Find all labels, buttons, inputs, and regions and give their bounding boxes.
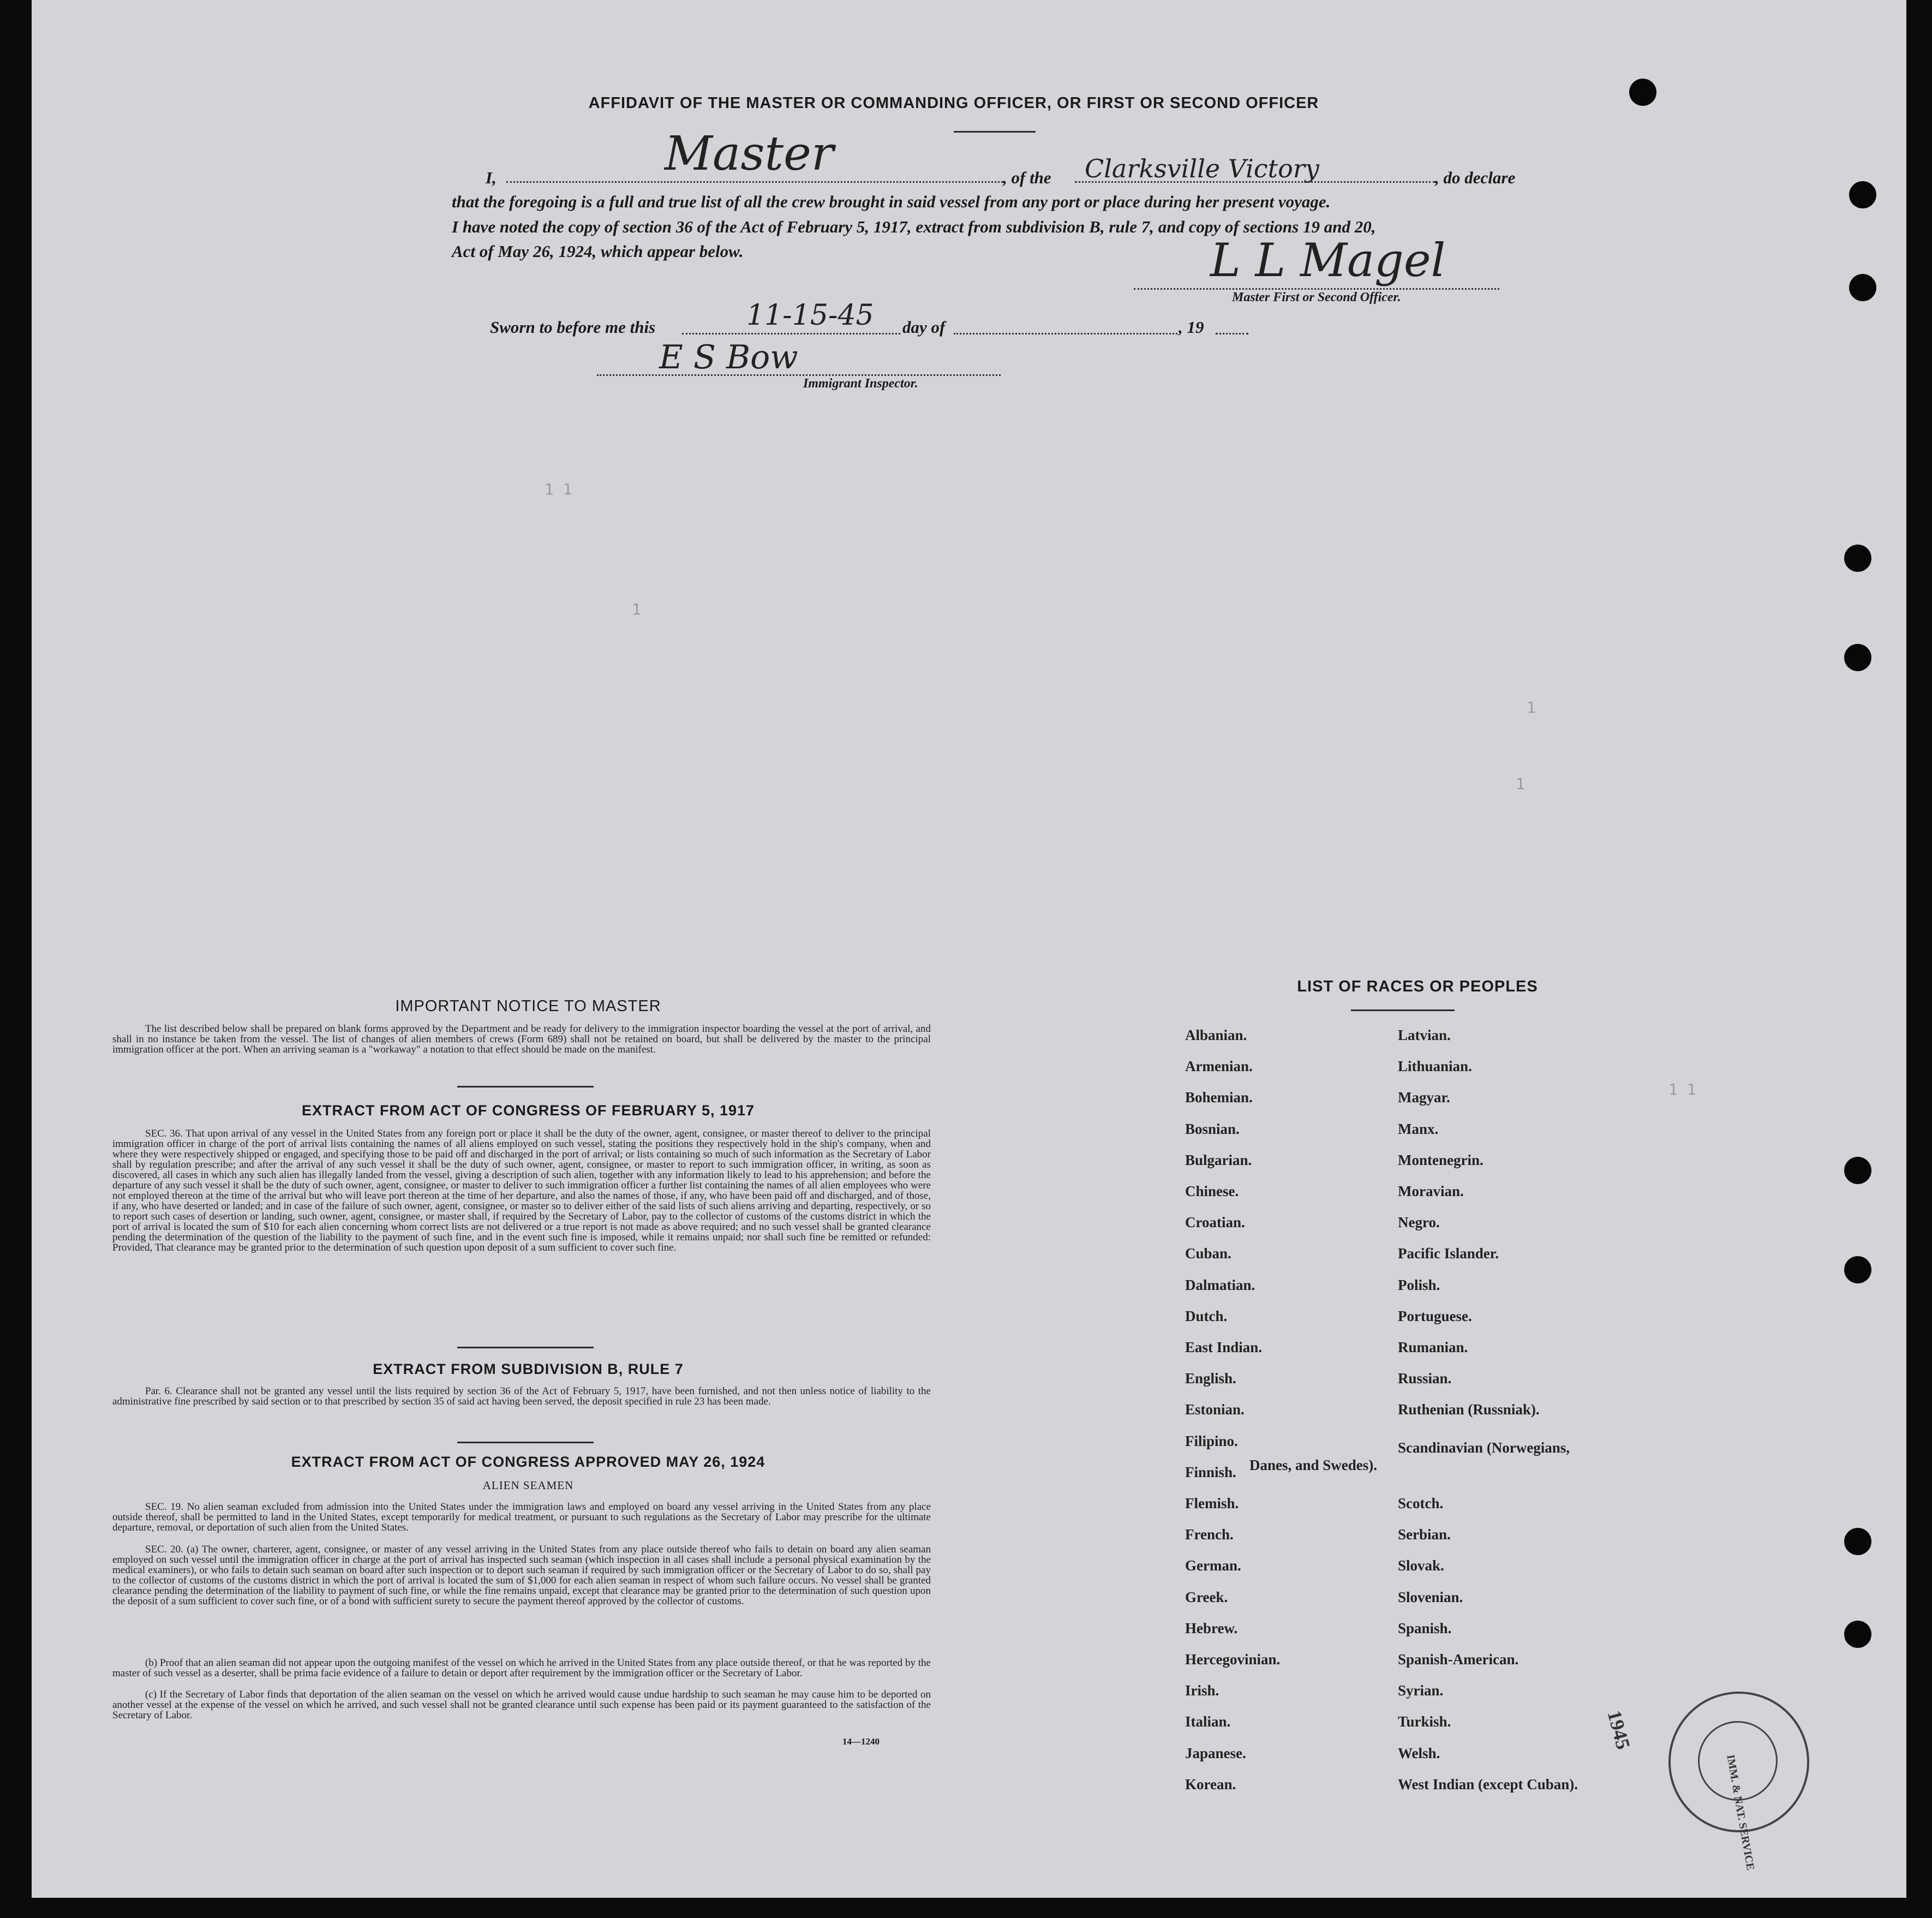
race-item: Negro.	[1398, 1214, 1440, 1230]
race-item: Manx.	[1398, 1121, 1439, 1137]
extract-1924-sec20c: (c) If the Secretary of Labor finds that deportation of the alien seaman on the vessel on which he arrived would cause undue hardship to such seaman he may cause him to be deported on another vessel at the expense of the vessel on which he arrived, and such vessel shall not be granted clearance until such expense has been paid or its payment guaranteed to the satisfaction of the Secretary of Labor.	[112, 1689, 931, 1721]
punch-hole	[1844, 545, 1871, 572]
race-item: Cuban.	[1185, 1245, 1231, 1262]
immigration-stamp	[1668, 1692, 1809, 1872]
extract-1924-sec19: SEC. 19. No alien seaman excluded from admission into the United States under the immigration laws and employed on board any vessel arriving in the United States from any place outside thereof, shall be permitted to land in the United States, except temporarily for medical treatment, or pursuant to such regulations as the Secretary of Labor may prescribe for the ultimate departure, removal, or deportation of such alien from the United States.	[112, 1501, 931, 1533]
race-item: Albanian.	[1185, 1027, 1247, 1043]
race-item: French.	[1185, 1526, 1234, 1543]
race-item: Latvian.	[1398, 1027, 1451, 1043]
signature-line	[1134, 288, 1499, 290]
declaration-line-1-prefix: I,	[486, 168, 497, 187]
race-item: Lithuanian.	[1398, 1058, 1472, 1074]
stamp-text: IMM. & NAT. SERVICE	[1724, 1754, 1757, 1872]
of-the-label: , of the	[1003, 168, 1051, 187]
extract-rule7-body: Par. 6. Clearance shall not be granted any vessel until the lists required by section 36 of the Act of February 5, 1917, have been furnished, and not then unless notice of liability to the administrative fine prescribed by said section or to that prescribed by section 35 of said act having been served, the deposit specified in rule 23 has been made.	[112, 1385, 931, 1407]
master-signature: L L Magel	[1210, 234, 1446, 287]
bleed-through: 1	[1527, 698, 1536, 716]
year-blank	[1216, 333, 1248, 334]
race-item: Croatian.	[1185, 1214, 1245, 1230]
sworn-prefix: Sworn to before me this	[490, 318, 656, 337]
inspector-signature: E S Bow	[659, 338, 798, 377]
punch-hole	[1844, 1256, 1871, 1283]
handwritten-vessel-name: Clarksville Victory	[1085, 154, 1319, 183]
extract-1924-sec20a: SEC. 20. (a) The owner, charterer, agent, consignee, or master of any vessel arriving in the United States from any place outside thereof who fails to detain on board any alien seaman employed on such vessel until the immigration officer in charge at the port of arrival has inspected such seaman (which inspection in all cases shall include a personal physical examination by the medical examiners), or who fails to detain such seaman on board after such inspection or to deport such seaman if required by such immigration officer or the Secretary of Labor to do so, shall pay to the collector of customs of the customs district in which the port of arrival is located the sum of $1,000 for each alien seaman in respect of whom such failure occurs. No vessel shall be granted clearance pending the determination of the liability to payment of such fine, or while the fine remains unpaid, except that clearance may be granted prior to the determination of such question upon the deposit of a sum sufficient to cover such fine, or of a bond with sufficient surety to secure the payment thereof approved by the collector of customs.	[112, 1544, 931, 1607]
race-item: Russian.	[1398, 1370, 1452, 1387]
race-item: Slovak.	[1398, 1557, 1444, 1574]
race-item: Bohemian.	[1185, 1089, 1253, 1106]
race-item: Bulgarian.	[1185, 1152, 1252, 1168]
race-item: Filipino.	[1185, 1433, 1238, 1449]
notice-title: IMPORTANT NOTICE TO MASTER	[395, 997, 661, 1015]
section-rule	[457, 1086, 594, 1088]
race-item: Japanese.	[1185, 1745, 1246, 1761]
day-of-label: day of	[902, 318, 946, 337]
race-item: Italian.	[1185, 1713, 1231, 1730]
affidavit-title: AFFIDAVIT OF THE MASTER OR COMMANDING OFFICER, OR FIRST OR SECOND OFFICER	[588, 94, 1319, 112]
extract-1917-title: EXTRACT FROM ACT OF CONGRESS OF FEBRUARY 5, 1917	[301, 1102, 755, 1119]
race-item: Polish.	[1398, 1277, 1440, 1293]
race-item: Spanish.	[1398, 1620, 1452, 1636]
race-item: Spanish-American.	[1398, 1651, 1519, 1668]
race-item: East Indian.	[1185, 1339, 1263, 1355]
bleed-through: 1 1	[1668, 1080, 1696, 1098]
stamp-year: 1945	[1603, 1708, 1635, 1752]
section-rule	[457, 1442, 594, 1443]
inspector-line	[597, 374, 1001, 376]
race-item: Rumanian.	[1398, 1339, 1468, 1355]
extract-1917-body: SEC. 36. That upon arrival of any vessel in the United States from any foreign port or place it shall be the duty of the owner, agent, consignee, or master thereof to deliver to the principal immigration officer in charge of the port of arrival lists containing the names of all aliens employed on such vessel, stating the positions they respectively hold in the ship's company, when and where they were respectively shipped or engaged, and specifying those to be paid off and discharged in the port of arrival; or lists containing so much of such information as the Secretary of Labor shall by regulation prescribe; and after the arrival of any such vessel it shall be the duty of such owner, agent, consignee, or master to report to such immigration officer, in writing, as soon as discovered, all cases in which any such alien has illegally landed from the vessel, giving a description of such alien, together with any information likely to lead to his apprehension; and before the departure of any such vessel it shall be the duty of such owner, agent, consignee, or master to deliver to such immigration officer a further list containing the names of all alien employees who were not employed thereon at the time of the arrival but who will leave port thereon at the time of her departure, and also the names of those, if any, who have been paid off and discharged, and of those, if any, who have deserted or landed; and in case of the failure of such owner, agent, consignee, or master so to deliver either of the said lists of such aliens arriving and departing, respectively, or so to report such cases of desertion or landing, such owner, agent, consignee, or master shall, if required by the Secretary of Labor, pay to the collector of customs of the customs district in which the port of arrival is located the sum of $10 for each alien concerning whom correct lists are not delivered or a true report is not made as above required; and no such vessel shall be granted clearance pending the determination of the question of the liability to the payment of such fine, and in the event such fine is imposed, while it remains unpaid; nor shall such fine be remitted or refunded: Provided, That clearance may be granted prior to the determination of such question upon deposit of a sum sufficient to cover such fine.	[112, 1128, 931, 1253]
race-item: Slovenian.	[1398, 1589, 1463, 1605]
month-blank	[954, 333, 1177, 334]
title-rule	[954, 131, 1036, 133]
race-item: Turkish.	[1398, 1713, 1451, 1730]
punch-hole	[1844, 1528, 1871, 1555]
race-item: Danes, and Swedes).	[1249, 1457, 1378, 1473]
declaration-line-3: I have noted the copy of section 36 of the Act of February 5, 1917, extract from subdivision B, rule 7, and copy of sections 19 and 20,	[452, 217, 1376, 236]
race-item: West Indian (except Cuban).	[1398, 1776, 1578, 1792]
race-item: Finnish.	[1185, 1464, 1236, 1480]
race-item: Armenian.	[1185, 1058, 1253, 1074]
race-item: English.	[1185, 1370, 1236, 1387]
bleed-through: 1	[1516, 775, 1525, 793]
race-item: Syrian.	[1398, 1682, 1444, 1699]
extract-1924-title: EXTRACT FROM ACT OF CONGRESS APPROVED MAY 26, 1924	[291, 1454, 765, 1470]
race-item: Montenegrin.	[1398, 1152, 1484, 1168]
document-page	[32, 0, 1906, 1898]
race-item: Portuguese.	[1398, 1308, 1472, 1324]
extract-1924-subtitle: ALIEN SEAMEN	[482, 1479, 574, 1492]
bleed-through: 1	[632, 600, 641, 618]
race-item: Moravian.	[1398, 1183, 1464, 1199]
race-item: Dutch.	[1185, 1308, 1228, 1324]
race-item: Scandinavian (Norwegians,	[1398, 1439, 1570, 1456]
race-item: Irish.	[1185, 1682, 1219, 1699]
race-item: Magyar.	[1398, 1089, 1450, 1106]
races-title: LIST OF RACES OR PEOPLES	[1297, 978, 1538, 995]
race-item: Hebrew.	[1185, 1620, 1238, 1636]
section-rule	[457, 1347, 594, 1348]
bleed-through: 1 1	[545, 480, 572, 498]
form-number: 14—1240	[842, 1736, 880, 1747]
race-item: Korean.	[1185, 1776, 1236, 1792]
signature-caption: Master First or Second Officer.	[1232, 290, 1401, 304]
extract-1924-sec20b: (b) Proof that an alien seaman did not appear upon the outgoing manifest of the vessel on which he arrived in the United States from any place outside thereof, or that he was reported by the master of such vessel as a deserter, shall be prima facie evidence of a failure to detain or deport after requirement by the immigration officer or the Secretary of Labor.	[112, 1657, 931, 1679]
race-item: Chinese.	[1185, 1183, 1239, 1199]
race-item: Bosnian.	[1185, 1121, 1240, 1137]
punch-hole	[1849, 181, 1876, 208]
declaration-line-4: Act of May 26, 1924, which appear below.	[452, 242, 744, 261]
race-item: Scotch.	[1398, 1495, 1444, 1511]
race-item: Pacific Islander.	[1398, 1245, 1499, 1262]
race-item: German.	[1185, 1557, 1241, 1574]
notice-body: The list described below shall be prepared on blank forms approved by the Department and be ready for delivery to the immigration inspector boarding the vessel at the port of arrival, and shall in no instance be taken from the vessel. The list of changes of alien members of crews (Form 689) shall not be retained on board, but shall be delivered by the master to the principal immigration officer at the port. When an arriving seaman is a "workaway" a notation to that effect should be made on the manifest.	[112, 1023, 931, 1055]
race-item: Hercegovinian.	[1185, 1651, 1281, 1668]
master-blank	[506, 181, 1003, 183]
handwritten-sworn-date: 11-15-45	[746, 299, 874, 332]
punch-hole	[1844, 1621, 1871, 1648]
races-title-rule	[1351, 1009, 1455, 1011]
do-declare-label: , do declare	[1435, 168, 1516, 187]
punch-hole	[1849, 274, 1876, 301]
race-item: Ruthenian (Russniak).	[1398, 1401, 1540, 1418]
punch-hole	[1844, 644, 1871, 671]
extract-rule7-title: EXTRACT FROM SUBDIVISION B, RULE 7	[373, 1361, 684, 1377]
race-item: Flemish.	[1185, 1495, 1239, 1511]
inspector-caption: Immigrant Inspector.	[803, 377, 918, 391]
declaration-line-2: that the foregoing is a full and true list of all the crew brought in said vessel from any port or place during her present voyage.	[452, 192, 1331, 211]
race-item: Estonian.	[1185, 1401, 1245, 1418]
year-label: , 19	[1179, 318, 1204, 337]
handwritten-master: Master	[665, 127, 834, 181]
race-item: Dalmatian.	[1185, 1277, 1255, 1293]
race-item: Greek.	[1185, 1589, 1228, 1605]
sworn-date-blank	[682, 333, 900, 334]
race-item: Welsh.	[1398, 1745, 1440, 1761]
punch-hole	[1844, 1157, 1871, 1184]
race-item: Serbian.	[1398, 1526, 1451, 1543]
